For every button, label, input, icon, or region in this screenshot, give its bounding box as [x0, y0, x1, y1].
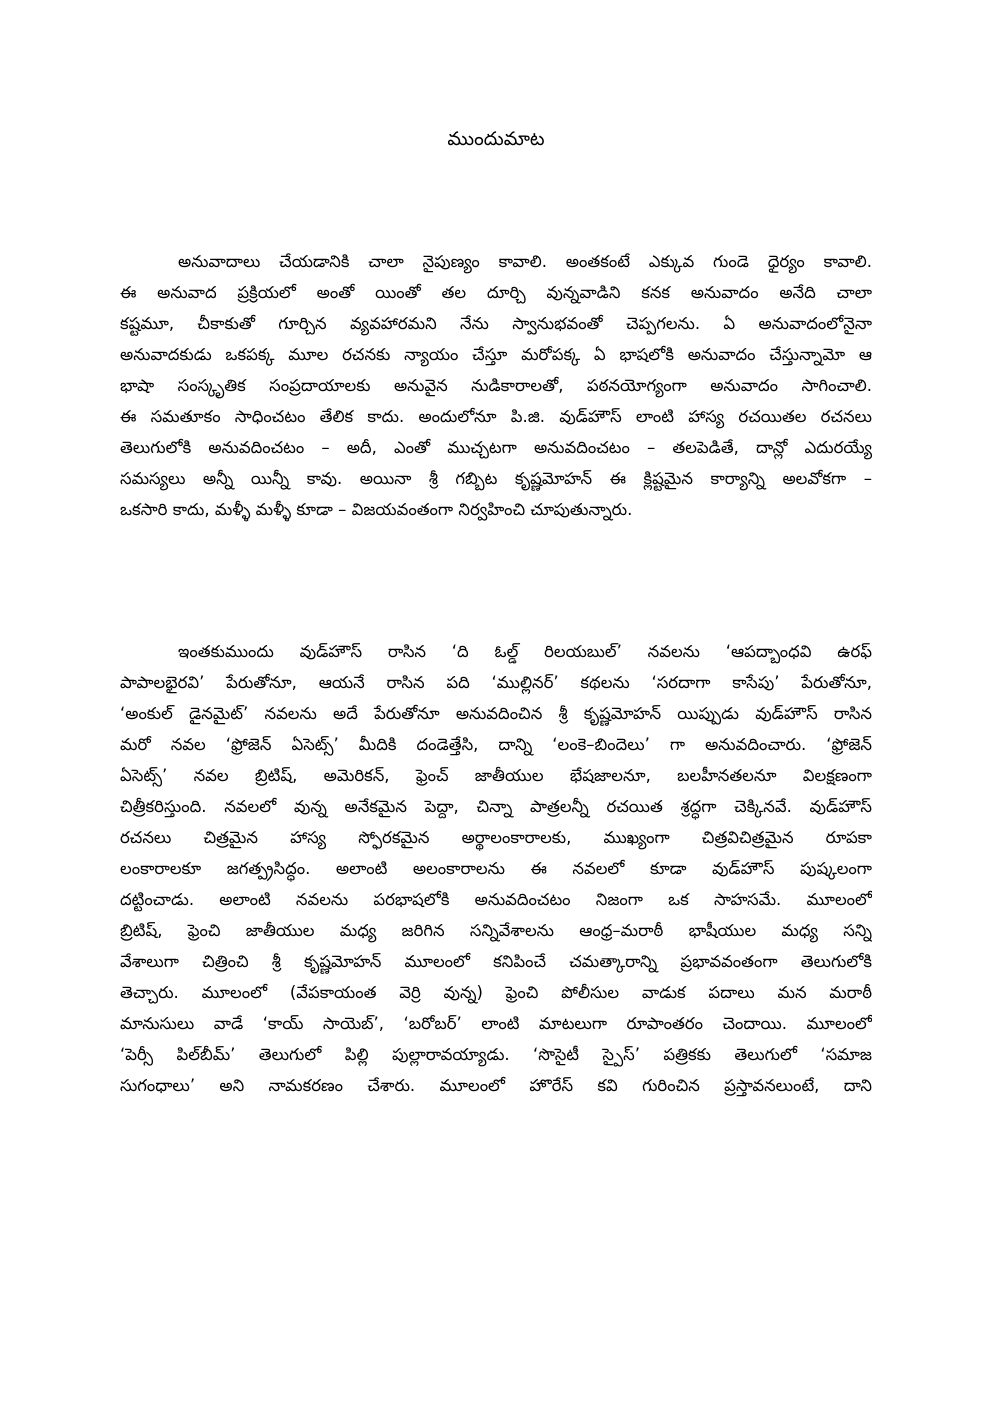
text-line: పాపాలభైరవి’ పేరుతోనూ, ఆయనే రాసిన పది ‘ముల్లినర్’ కథలను ‘సరదాగా కాసేపు’ పేరుతోనూ,	[120, 673, 872, 692]
text-line: తెలుగులోకి అనువదించటం – అదీ, ఎంతో ముచ్చటగా అనువదించటం – తలపెడితే, దాన్లో ఎదురయ్యే	[120, 438, 872, 457]
text-line: తెచ్చారు. మూలంలో (వేపకాయంత వెర్రి వున్న) ఫ్రెంచి పోలీసుల వాడుక పదాలు మన మరాఠీ	[120, 983, 872, 1002]
text-line: వేశాలుగా చిత్రించి శ్రీ కృష్ణమోహన్ మూలంలో కనిపించే చమత్కారాన్ని ప్రభావవంతంగా తెలుగులోకి	[120, 952, 872, 971]
text-line: బ్రిటిష్, ఫ్రెంచి జాతీయుల మధ్య జరిగిన సన్నివేశాలను ఆంధ్ర–మరాఠీ భాషీయుల మధ్య సన్ని	[120, 921, 872, 940]
text-line: ఈ సమతూకం సాధించటం తేలిక కాదు. అందులోనూ పి.జి. వుడ్‌హౌస్ లాంటి హాస్య రచయితల రచనలు	[120, 407, 872, 426]
text-line: సుగంధాలు’ అని నామకరణం చేశారు. మూలంలో హొరేస్ కవి గురించిన ప్రస్తావనలుంటే, దాని	[120, 1076, 872, 1095]
text-line: మరో నవల ‘ఫ్రోజెన్ ఏసెట్స్’ మీదికి దండెత్తేసి, దాన్ని ‘లంకె–బిందెలు’ గా అనువదించారు. ‘ఫ్రోజెన్	[120, 735, 872, 754]
text-line: అనువాదకుడు ఒకపక్క మూల రచనకు న్యాయం చేస్తూ మరోపక్క ఏ భాషలోకి అనువాదం చేస్తున్నామో ఆ	[120, 345, 872, 364]
text-line: భాషా సంస్కృతిక సంప్రదాయాలకు అనువైన నుడికారాలతో, పఠనయోగ్యంగా అనువాదం సాగించాలి.	[120, 376, 872, 395]
text-line: సమస్యలు అన్నీ యిన్నీ కావు. అయినా శ్రీ గబ్బిట కృష్ణమోహన్ ఈ క్లిష్టమైన కార్యాన్ని అలవోకగా –	[120, 469, 872, 488]
paragraph-2	[120, 636, 872, 1101]
text-line: అనువాదాలు చేయడానికి చాలా నైపుణ్యం కావాలి. అంతకంటే ఎక్కువ గుండె ధైర్యం కావాలి.	[178, 252, 872, 271]
text-line: రచనలు చిత్రమైన హాస్య స్ఫోరకమైన అర్థాలంకారాలకు, ముఖ్యంగా చిత్రవిచిత్రమైన రూపకా	[120, 828, 872, 847]
text-line: ఈ అనువాద ప్రక్రియలో అంతో యింతో తల దూర్చి వున్నవాడిని కనక అనువాదం అనేది చాలా	[120, 283, 872, 302]
text-line: లంకారాలకూ జగత్ప్రసిద్ధం. అలాంటి అలంకారాలను ఈ నవలలో కూడా వుడ్‌హౌస్ పుష్కలంగా	[120, 859, 872, 878]
text-line: దట్టించాడు. అలాంటి నవలను పరభాషలోకి అనువదించటం నిజంగా ఒక సాహసమే. మూలంలో	[120, 890, 872, 909]
paragraph-1	[120, 246, 872, 525]
text-line: ‘అంకుల్ డైనమైట్’ నవలను అదే పేరుతోనూ అనువదించిన శ్రీ కృష్ణమోహన్ యిప్పుడు వుడ్‌హౌస్ రాసిన	[120, 704, 872, 723]
text-line: ‘పెర్సీ పిల్‌బీమ్’ తెలుగులో పిల్లి పుల్లారావయ్యాడు. ‘సొసైటీ స్పైస్’ పత్రికకు తెలుగులో ‘సమాజ	[120, 1045, 872, 1064]
text-line: ఇంతకుముందు వుడ్‌హౌస్ రాసిన ‘ది ఓల్డ్ రిలయబుల్’ నవలను ‘ఆపద్బాంధవి ఉరఫ్	[178, 642, 872, 661]
text-line: మానుసులు వాడే ‘కాయ్ సాయెబ్’, ‘బరోబర్’ లాంటి మాటలుగా రూపాంతరం చెందాయి. మూలంలో	[120, 1014, 872, 1033]
text-line: ఏసెట్స్’ నవల బ్రిటిష్, అమెరికన్, ఫ్రెంచ్ జాతీయుల భేషజాలనూ, బలహీనతలనూ విలక్షణంగా	[120, 766, 872, 785]
text-line: కష్టమూ, చీకాకుతో గూర్చిన వ్యవహారమని నేను స్వానుభవంతో చెప్పగలను. ఏ అనువాదంలోనైనా	[120, 314, 872, 333]
text-line: ఒకసారి కాదు, మళ్ళీ మళ్ళీ కూడా – విజయవంతంగా నిర్వహించి చూపుతున్నారు.	[120, 500, 633, 519]
document-title: ముందుమాట	[447, 128, 545, 150]
text-line: చిత్రీకరిస్తుంది. నవలలో వున్న అనేకమైన పెద్దా, చిన్నా పాత్రలన్నీ రచయిత శ్రద్ధగా చెక్కినవే. వుడ్‌హౌస్	[120, 797, 872, 816]
